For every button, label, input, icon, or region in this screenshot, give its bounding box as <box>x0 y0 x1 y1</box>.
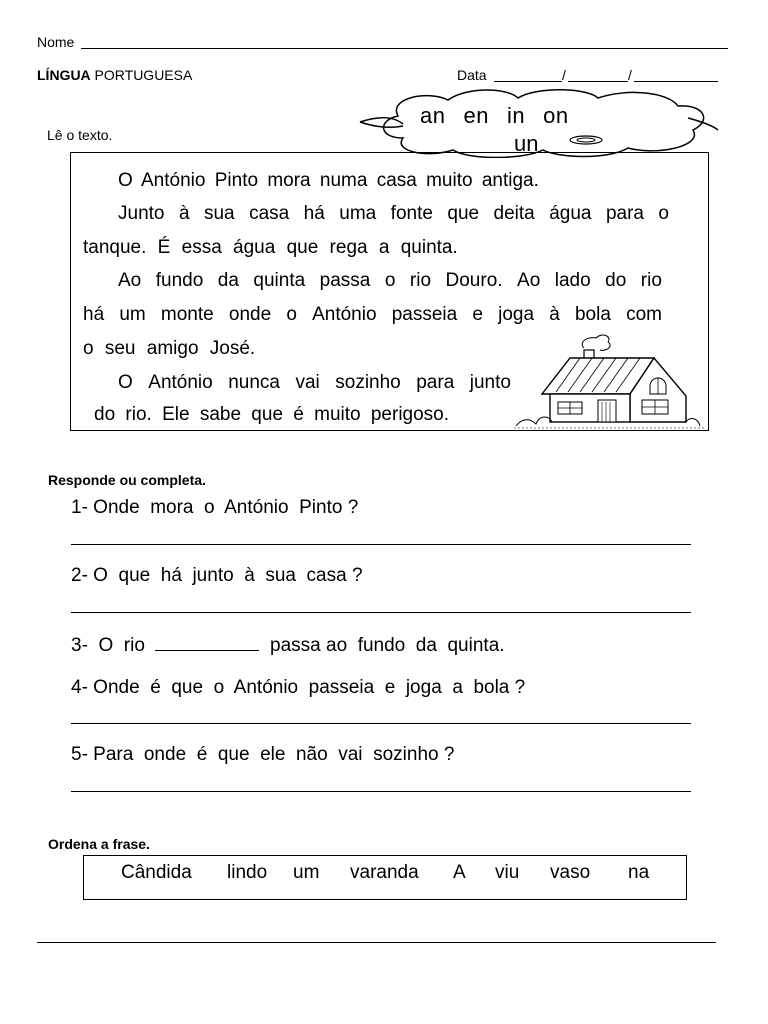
word: para <box>416 372 455 393</box>
answer-line-4[interactable] <box>71 723 691 724</box>
date-year-line[interactable] <box>634 81 718 82</box>
word-tile: lindo <box>227 862 268 883</box>
sentence-answer-line[interactable] <box>37 942 716 943</box>
word: há <box>303 203 325 224</box>
word: António <box>148 372 213 393</box>
word: joga <box>498 304 535 325</box>
word: bola <box>574 304 611 325</box>
question-3 <box>71 632 505 657</box>
word: sozinho <box>335 372 401 393</box>
word: António <box>312 304 377 325</box>
name-label: Nome <box>37 34 75 50</box>
question-3-start: 3- O rio <box>71 635 156 656</box>
word: à <box>549 304 560 325</box>
text-line: O António Pinto mora numa casa muito antiga. <box>118 170 539 191</box>
word-tile: varanda <box>350 862 419 883</box>
word-tile: um <box>293 862 320 883</box>
subject-title-bold: LÍNGUA <box>37 67 91 83</box>
word: Junto <box>118 203 165 224</box>
word: fonte <box>390 203 433 224</box>
date-slash: / <box>628 67 632 83</box>
word: há <box>83 304 105 325</box>
text-line: do rio. Ele sabe que é muito perigoso. <box>94 404 450 425</box>
word: passeia <box>391 304 458 325</box>
word: o <box>286 304 297 325</box>
fill-in-blank[interactable] <box>155 632 259 651</box>
word: o <box>384 270 396 291</box>
text-line <box>118 203 669 225</box>
word-tile: viu <box>495 862 520 883</box>
question-3-end: passa ao fundo da quinta. <box>259 635 505 656</box>
word-tile: na <box>628 862 650 883</box>
syllable: on <box>543 103 569 128</box>
word: passa <box>319 270 371 291</box>
question-5: 5- Para onde é que ele não vai sozinho ? <box>71 744 455 765</box>
word: sua <box>203 203 235 224</box>
text-line <box>118 270 662 292</box>
word: rio <box>640 270 662 291</box>
word: o <box>658 203 669 224</box>
question-4: 4- Onde é que o António passeia e joga a bola ? <box>71 677 526 698</box>
word: onde <box>228 304 272 325</box>
cloud-syllables <box>420 102 630 129</box>
word-tile: A <box>453 862 466 883</box>
text-line <box>118 372 511 394</box>
word: nunca <box>228 372 280 393</box>
text-line: tanque. É essa água que rega a quinta. <box>83 237 458 258</box>
subject-title <box>37 67 192 83</box>
word: uma <box>339 203 377 224</box>
word: lado <box>554 270 591 291</box>
word: O <box>118 372 133 393</box>
word: para <box>605 203 644 224</box>
text-line <box>83 304 662 326</box>
word: junto <box>469 372 511 393</box>
word: da <box>217 270 239 291</box>
date-day-line[interactable] <box>494 81 562 82</box>
syllable-un: un <box>514 131 539 156</box>
word: Douro. <box>445 270 503 291</box>
word: à <box>178 203 190 224</box>
syllable: an <box>420 103 446 128</box>
word: Ao <box>517 270 541 291</box>
question-1: 1- Onde mora o António Pinto ? <box>71 497 359 518</box>
date-label: Data <box>457 67 487 83</box>
syllable: in <box>506 103 526 128</box>
house-icon <box>514 330 704 430</box>
question-2: 2- O que há junto à sua casa ? <box>71 565 363 586</box>
name-input-line[interactable] <box>81 48 728 49</box>
word: água <box>549 203 592 224</box>
answer-line-5[interactable] <box>71 791 691 792</box>
word: Ao <box>118 270 142 291</box>
syllable: en <box>463 103 489 128</box>
subject-title-rest: PORTUGUESA <box>90 67 193 83</box>
date-month-line[interactable] <box>568 81 628 82</box>
word-tile: Cândida <box>121 862 192 883</box>
word: rio <box>409 270 432 291</box>
text-line: o seu amigo José. <box>83 338 256 359</box>
word: que <box>447 203 480 224</box>
word: deita <box>493 203 535 224</box>
word: e <box>472 304 483 325</box>
ordering-instruction: Ordena a frase. <box>48 836 150 852</box>
word: um <box>119 304 146 325</box>
word: vai <box>295 372 320 393</box>
questions-instruction: Responde ou completa. <box>48 472 206 488</box>
answer-line-1[interactable] <box>71 544 691 545</box>
word-tile: vaso <box>550 862 591 883</box>
word: casa <box>249 203 290 224</box>
word: monte <box>160 304 214 325</box>
word: fundo <box>155 270 204 291</box>
word: do <box>605 270 627 291</box>
word: com <box>626 304 662 325</box>
word: quinta <box>253 270 306 291</box>
date-slash: / <box>562 67 566 83</box>
reading-instruction: Lê o texto. <box>47 127 113 143</box>
answer-line-2[interactable] <box>71 612 691 613</box>
